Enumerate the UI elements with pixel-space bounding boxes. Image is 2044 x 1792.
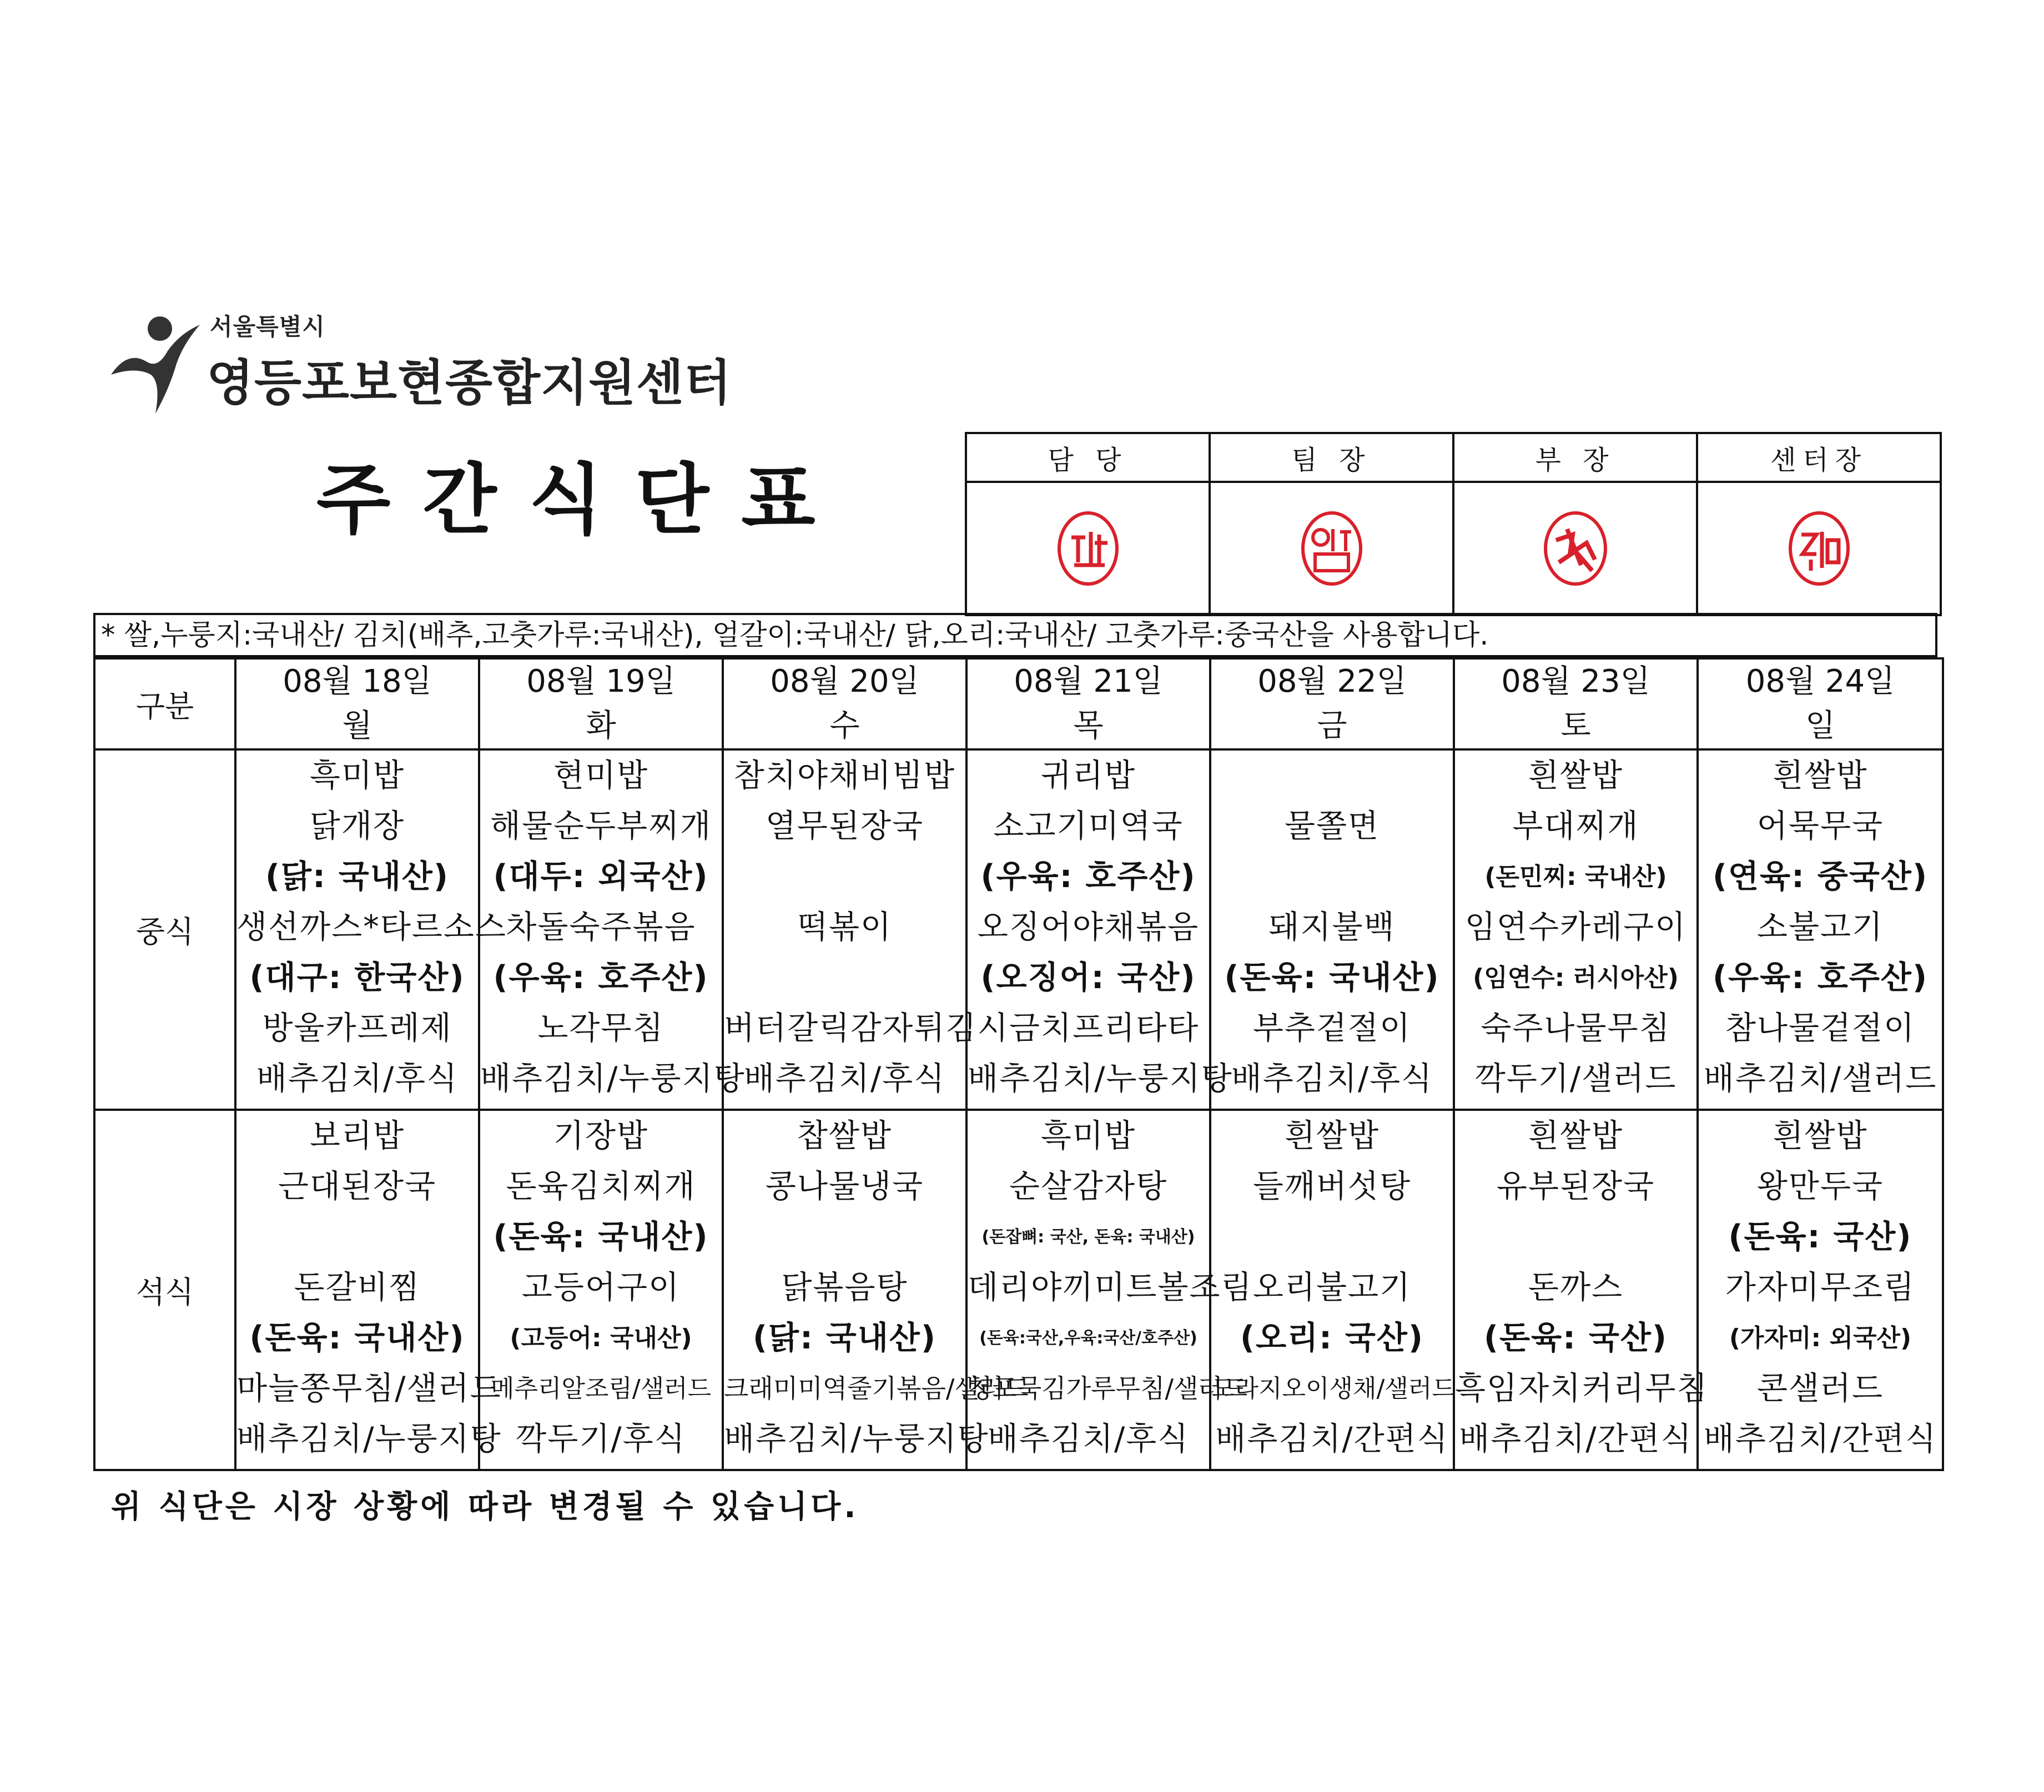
menu-item: 흰쌀밥: [1773, 1118, 1868, 1154]
menu-item: 메추리알조림/샐러드: [490, 1375, 712, 1403]
menu-item: 들깨버섯탕: [1252, 1168, 1412, 1205]
menu-item: [724, 852, 965, 902]
menu-item: 청포묵김가루무침/샐러드: [968, 1373, 1248, 1403]
day-header: [1210, 658, 1454, 749]
dinner-row: [94, 1110, 1943, 1470]
menu-cell: [966, 749, 1233, 1110]
logo-head-icon: [148, 316, 172, 341]
page-title: 주간식단표: [316, 455, 848, 545]
menu-item: 참치야채비빔밥: [733, 757, 956, 794]
menu-item: 배추김치/샐러드: [1703, 1060, 1937, 1097]
day-header: [723, 658, 966, 749]
menu-item: (임연수: 러시아산): [1473, 964, 1679, 992]
menu-item: [724, 953, 965, 1003]
approval-label: 센터장: [1697, 433, 1941, 482]
origin-notice: * 쌀,누룽지:국내산/ 김치(배추,고춧가루:국내산), 얼갈이:국내산/ 닭,오리:국내산/ 고춧가루:중국산을 사용합니다.: [93, 613, 1937, 657]
seal-stamp-icon: [1542, 510, 1609, 587]
menu-cell: [1698, 749, 1943, 1110]
menu-item: 흰쌀밥: [1528, 1118, 1624, 1154]
menu-item: (우육: 호주산): [1712, 959, 1929, 996]
menu-item: 닭개장: [309, 808, 405, 844]
menu-item: [236, 1212, 478, 1262]
menu-item: 유부된장국: [1496, 1168, 1655, 1205]
menu-item: (우육: 호주산): [980, 858, 1196, 895]
menu-item: 흰쌀밥: [1528, 757, 1624, 794]
menu-cell: [1698, 1110, 1943, 1470]
menu-cell: [235, 749, 507, 1110]
menu-item: 순살감자탕: [1009, 1168, 1168, 1205]
approval-stamp-cell: [966, 482, 1210, 615]
menu-item: 왕만두국: [1756, 1168, 1884, 1205]
menu-item: 흑미밥: [1040, 1118, 1136, 1154]
menu-item: (고등어: 국내산): [510, 1324, 692, 1352]
menu-item: 부추겉절이: [1252, 1010, 1412, 1046]
day-weekday: 화: [586, 708, 616, 744]
meal-label: 중식: [94, 749, 235, 1110]
menu-item: (돈민찌: 국내산): [1484, 863, 1667, 891]
menu-item: 오징어야채볶음: [977, 909, 1200, 945]
menu-item: 귀리밥: [1040, 757, 1136, 794]
menu-item: 배추김치/누룽지탕: [724, 1421, 989, 1457]
seal-stamp-icon: [1786, 510, 1852, 587]
menu-item: 배추김치/간편식: [1703, 1421, 1937, 1457]
menu-item: 배추김치/누룽지탕: [480, 1060, 746, 1097]
menu-item: (돈육: 국내산): [1224, 959, 1440, 996]
menu-item: 보리밥: [309, 1118, 405, 1154]
menu-item: 배추김치/누룽지탕: [236, 1421, 502, 1457]
menu-item: 깍두기/샐러드: [1474, 1060, 1677, 1097]
menu-item: (닭: 국내산): [265, 858, 449, 895]
menu-item: 숙주나물무침: [1481, 1010, 1671, 1046]
menu-item: (돈육: 국산): [1484, 1320, 1668, 1356]
menu-item: 흑임자치커리무침: [1455, 1370, 1709, 1407]
menu-item: 깍두기/후식: [516, 1421, 686, 1457]
menu-item: (돈육: 국내산): [249, 1320, 465, 1356]
day-date: 08월 21일: [1014, 663, 1163, 699]
menu-item: 물쫄면: [1284, 808, 1380, 844]
menu-item: (닭: 국내산): [753, 1320, 937, 1356]
day-weekday: 토: [1560, 708, 1591, 744]
menu-item: (돈육: 국산): [1728, 1219, 1912, 1255]
menu-item: 마늘쫑무침/샐러드: [236, 1370, 502, 1407]
menu-item: [1211, 751, 1453, 801]
day-date: 08월 19일: [526, 663, 676, 699]
menu-item: (가자미: 외국산): [1729, 1324, 1912, 1352]
menu-item: 시금치프리타타: [977, 1010, 1200, 1046]
footer-note: 위 식단은 시장 상황에 따라 변경될 수 있습니다.: [111, 1489, 859, 1525]
menu-item: 배추김치/간편식: [1215, 1421, 1449, 1457]
seal-stamp-icon: [1055, 510, 1121, 587]
menu-item: (대구: 한국산): [249, 959, 465, 996]
org-name: 영등포보현종합지원센터: [207, 354, 732, 411]
menu-cell: [479, 1110, 723, 1470]
day-weekday: 일: [1805, 708, 1836, 744]
menu-item: 열무된장국: [765, 808, 924, 844]
menu-item: 배추김치/누룽지탕: [968, 1060, 1233, 1097]
menu-item: [1211, 1212, 1453, 1262]
menu-item: 노각무침: [537, 1010, 664, 1046]
day-weekday: 금: [1317, 708, 1347, 744]
menu-item: 해물순두부찌개: [490, 808, 712, 844]
menu-item: 돈육김치찌개: [506, 1168, 696, 1205]
approval-label: 팀 장: [1210, 433, 1453, 482]
menu-item: 배추김치/후식: [743, 1060, 946, 1097]
menu-item: (우육: 호주산): [493, 959, 709, 996]
menu-item: (돈육: 국내산): [493, 1219, 709, 1255]
menu-item: 배추김치/간편식: [1459, 1421, 1693, 1457]
menu-item: 닭볶음탕: [781, 1269, 908, 1306]
menu-item: (오징어: 국산): [980, 959, 1196, 996]
menu-item: 근대된장국: [278, 1168, 437, 1205]
menu-item: 데리야끼미트볼조림: [968, 1269, 1253, 1306]
menu-item: (오리: 국산): [1240, 1320, 1424, 1356]
menu-item: (대두: 외국산): [493, 858, 709, 895]
menu-cell: [723, 1110, 1029, 1470]
approval-label: 담 당: [966, 433, 1210, 482]
menu-item: 소고기미역국: [993, 808, 1184, 844]
approval-stamp-cell: [1697, 482, 1941, 615]
day-date: 08월 20일: [770, 663, 919, 699]
date-header-row: [94, 658, 1943, 749]
menu-item: 배추김치/후식: [987, 1421, 1190, 1457]
menu-item: [1211, 852, 1453, 902]
menu-item: 가자미무조림: [1725, 1269, 1916, 1306]
day-header: [1454, 658, 1698, 749]
lunch-row: [94, 749, 1943, 1110]
menu-item: 배추김치/후식: [1231, 1060, 1433, 1097]
menu-item: [724, 1212, 965, 1262]
menu-item: 어묵무국: [1756, 808, 1884, 844]
menu-cell: [1210, 749, 1454, 1110]
day-date: 08월 22일: [1257, 663, 1407, 699]
center-logo: [105, 311, 217, 416]
menu-item: 참나물겉절이: [1725, 1010, 1916, 1046]
menu-cell: [479, 749, 746, 1110]
menu-item: 돈까스: [1528, 1269, 1624, 1306]
day-header: [479, 658, 723, 749]
menu-item: 방울카프레제: [262, 1010, 452, 1046]
menu-item: 돈갈비찜: [294, 1269, 421, 1306]
menu-item: 임연수카레구이: [1464, 909, 1687, 945]
weekly-menu-table: [93, 657, 1944, 1471]
approval-table: [965, 432, 1942, 616]
meal-label: 석식: [94, 1110, 235, 1470]
menu-item: (돈육:국산,우육:국산/호주산): [979, 1328, 1197, 1348]
menu-item: 오리불고기: [1252, 1269, 1412, 1306]
menu-cell: [1454, 1110, 1709, 1470]
day-date: 08월 18일: [283, 663, 432, 699]
org-city-label: 서울특별시: [210, 313, 325, 340]
day-date: 08월 23일: [1501, 663, 1650, 699]
day-header: [966, 658, 1210, 749]
approval-label: 부 장: [1453, 433, 1697, 482]
menu-item: 콩나물냉국: [765, 1168, 924, 1205]
menu-cell: [966, 1110, 1253, 1470]
menu-item: 고등어구이: [521, 1269, 681, 1306]
menu-item: 버터갈릭감자튀김: [724, 1010, 978, 1046]
menu-cell: [1454, 749, 1698, 1110]
menu-item: 콘샐러드: [1756, 1370, 1884, 1407]
approval-stamp-cell: [1210, 482, 1453, 615]
menu-item: 흑미밥: [309, 757, 405, 794]
day-weekday: 월: [342, 708, 372, 744]
approval-stamp-cell: [1453, 482, 1697, 615]
menu-item: 생선까스*타르소스: [236, 909, 507, 945]
menu-item: 흰쌀밥: [1284, 1118, 1380, 1154]
menu-item: 부대찌개: [1512, 808, 1639, 844]
menu-item: 기장밥: [553, 1118, 649, 1154]
menu-item: (연육: 중국산): [1712, 858, 1929, 895]
menu-item: 배추김치/후식: [256, 1060, 459, 1097]
day-header: [1698, 658, 1943, 749]
menu-item: 소불고기: [1756, 909, 1884, 945]
day-weekday: 수: [829, 708, 860, 744]
menu-item: (돈잡뼈: 국산, 돈육: 국내산): [981, 1227, 1195, 1247]
menu-cell: [235, 1110, 502, 1470]
menu-item: 차돌숙주볶음: [506, 909, 696, 945]
menu-item: 돼지불백: [1268, 909, 1396, 945]
menu-item: 떡볶이: [797, 909, 893, 945]
day-header: [235, 658, 479, 749]
menu-cell: [723, 749, 978, 1110]
menu-item: 흰쌀밥: [1773, 757, 1868, 794]
menu-item: [1455, 1212, 1696, 1262]
menu-item: 크래미미역줄기볶음/샐러드: [724, 1373, 1029, 1403]
day-date: 08월 24일: [1745, 663, 1895, 699]
menu-item: 현미밥: [553, 757, 649, 794]
day-weekday: 목: [1073, 708, 1104, 744]
corner-label: 구분: [94, 658, 235, 749]
menu-item: 도라지오이생채/샐러드: [1211, 1375, 1456, 1403]
menu-item: 찹쌀밥: [797, 1118, 893, 1154]
seal-stamp-icon: [1298, 510, 1365, 587]
